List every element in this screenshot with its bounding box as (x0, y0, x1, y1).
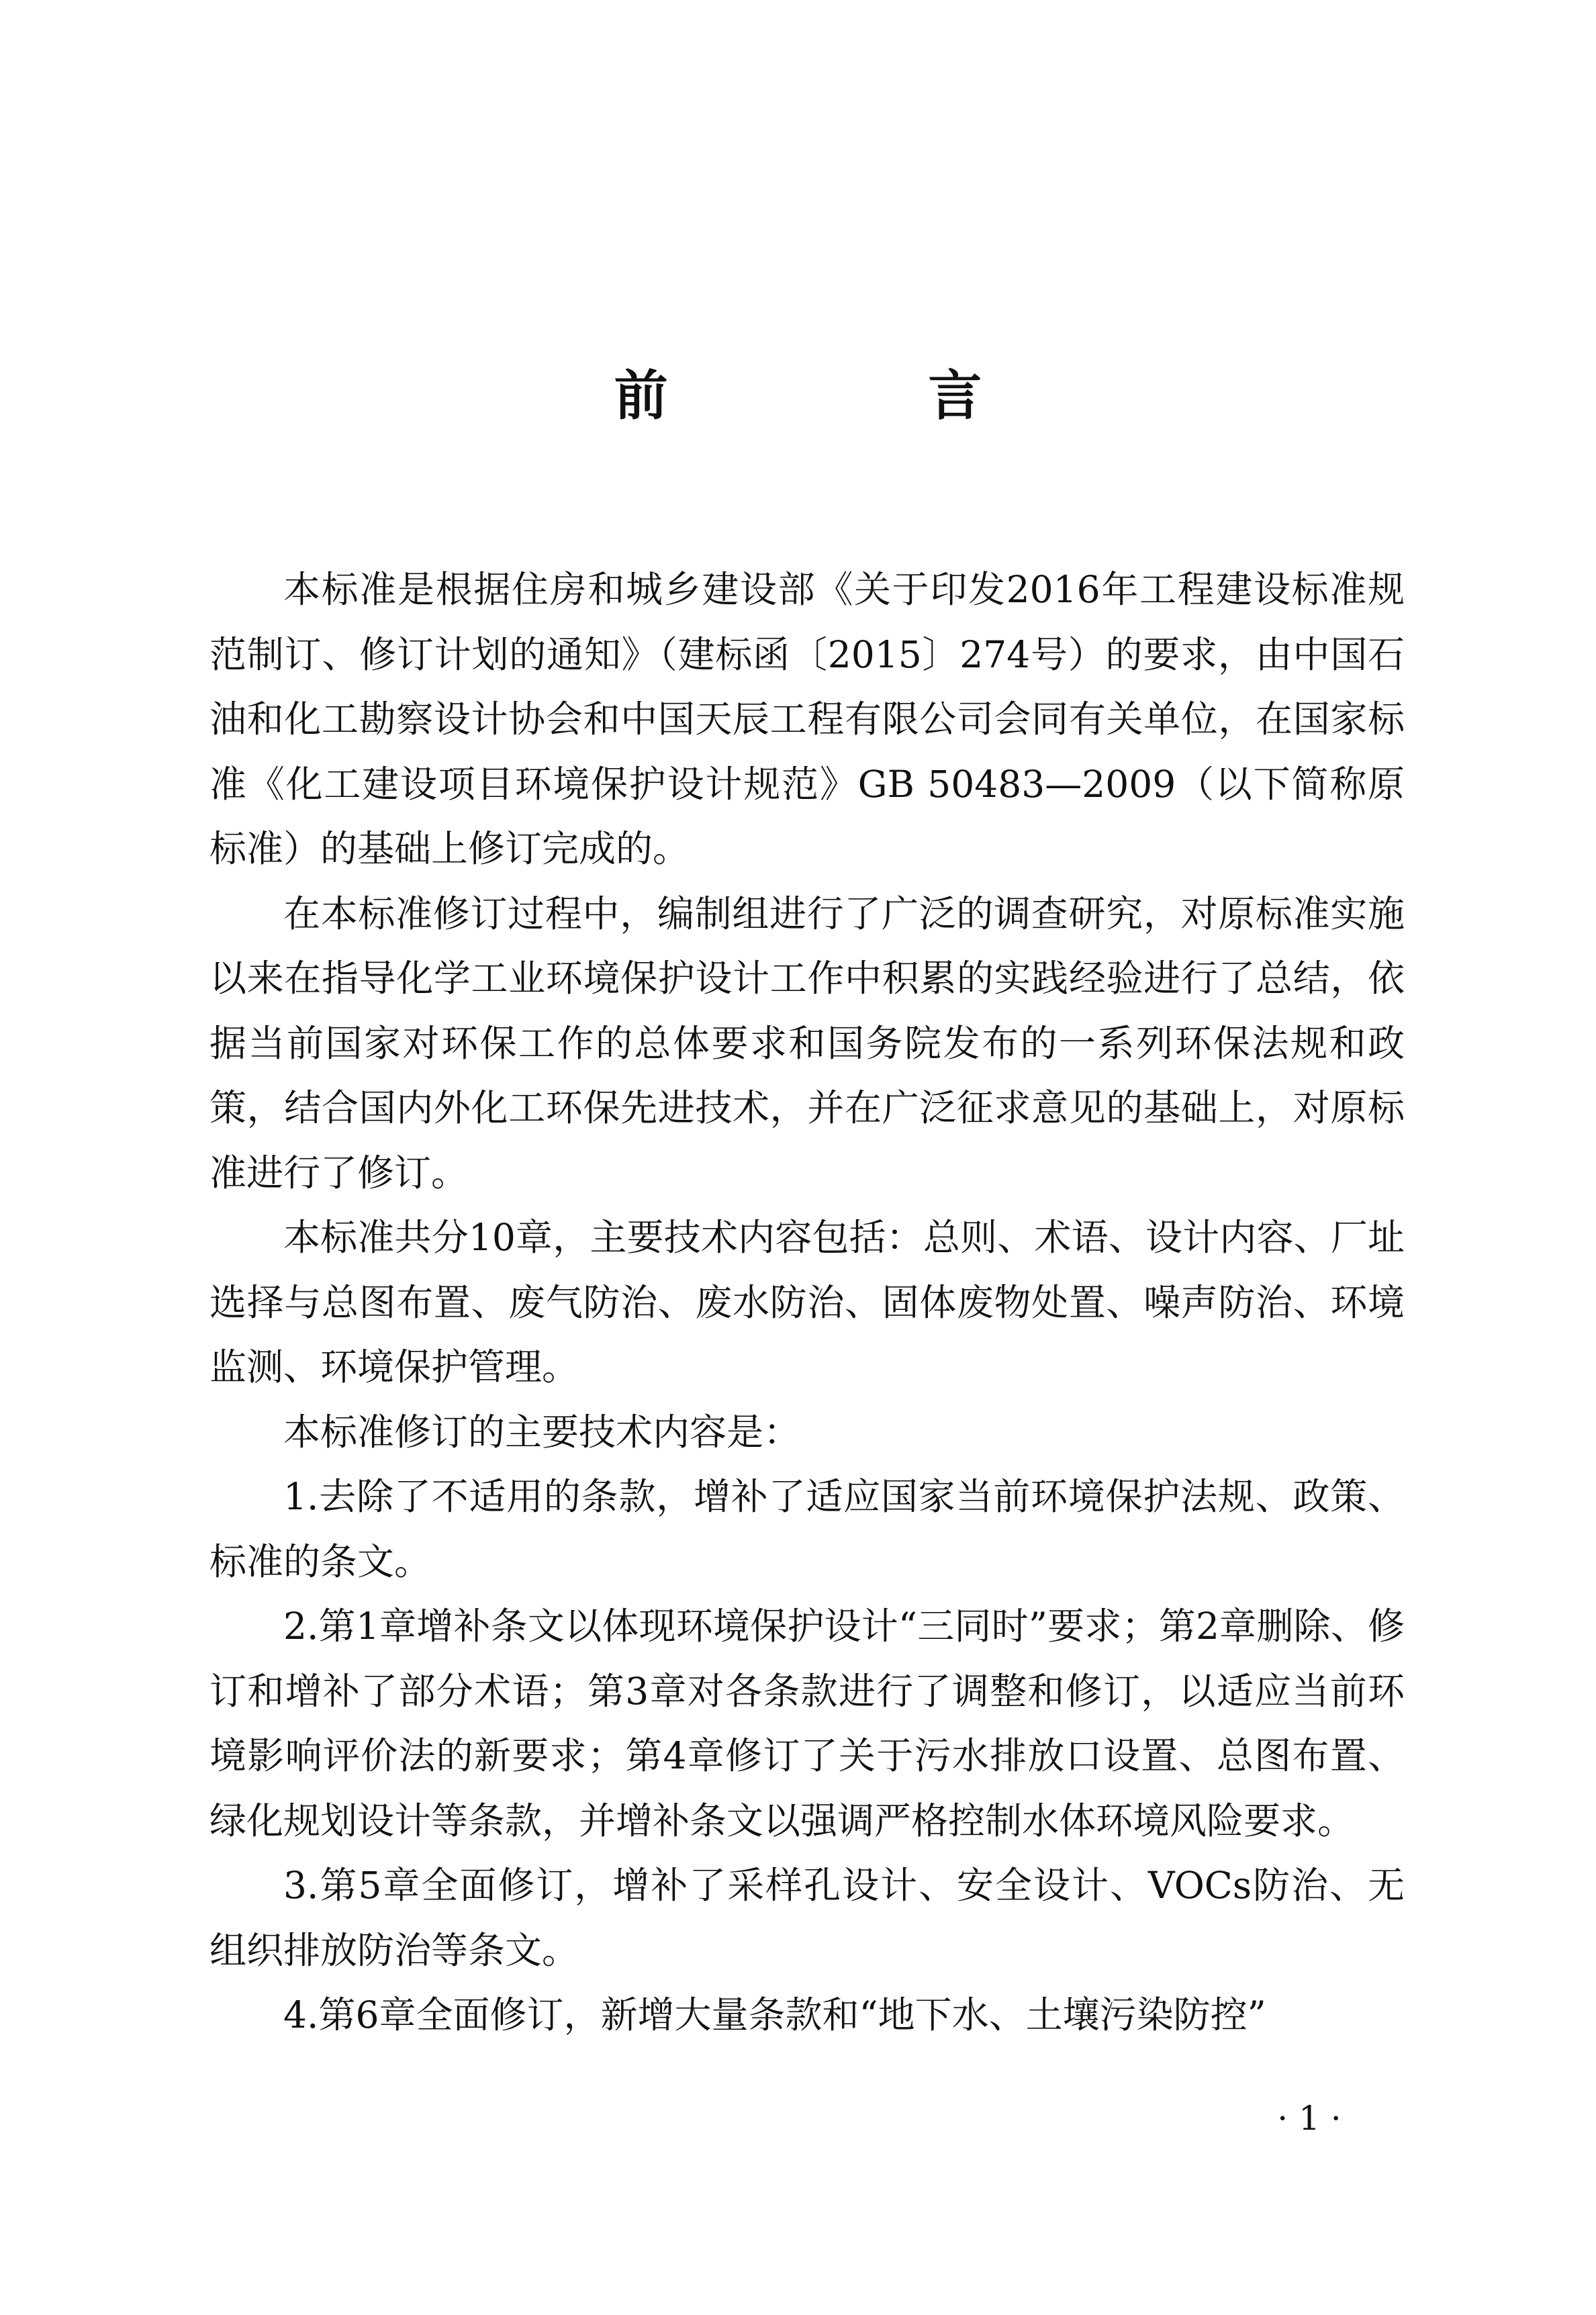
paragraph: 本标准共分10章，主要技术内容包括：总则、术语、设计内容、厂址选择与总图布置、废气防治、废水防治、固体废物处置、噪声防治、环境监测、环境保护管理。 (209, 1216, 1405, 1388)
paragraph: 4.第6章全面修订，新增大量条款和“地下水、土壤污染防控” (283, 1993, 1266, 2036)
paragraph: 3.第5章全面修订，增补了采样孔设计、安全设计、VOCs防治、无组织排放防治等条文。 (209, 1864, 1405, 1972)
paragraph: 1.去除了不适用的条款，增补了适应国家当前环境保护法规、政策、标准的条文。 (209, 1475, 1405, 1583)
paragraph: 本标准修订的主要技术内容是： (283, 1410, 801, 1454)
paragraph: 本标准是根据住房和城乡建设部《关于印发2016年工程建设标准规范制订、修订计划的通知》（建标函〔2015〕274号）的要求，由中国石油和化工勘察设计协会和中国天辰工程有限公司会同有关单位，在国家标准《化工建设项目环境保护设计规范》GB 50483—2009（以下简称原标准）的基础上修订完成的。 (209, 568, 1405, 870)
paragraph: 2.第1章增补条文以体现环境保护设计“三同时”要求；第2章删除、修订和增补了部分术语；第3章对各条款进行了调整和修订，以适应当前环境影响评价法的新要求；第4章修订了关于污水排放口设置、总图布置、绿化规划设计等条款，并增补条文以强调严格控制水体环境风险要求。 (209, 1605, 1405, 1842)
preface-body (209, 557, 1405, 2048)
paragraph: 在本标准修订过程中，编制组进行了广泛的调查研究，对原标准实施以来在指导化学工业环境保护设计工作中积累的实践经验进行了总结，依据当前国家对环保工作的总体要求和国务院发布的一系列环保法规和政策，结合国内外化工环保先进技术，并在广泛征求意见的基础上，对原标准进行了修订。 (209, 892, 1405, 1194)
page-title: 前 言 (614, 365, 1103, 427)
page-number: · 1 · (1277, 2099, 1342, 2138)
